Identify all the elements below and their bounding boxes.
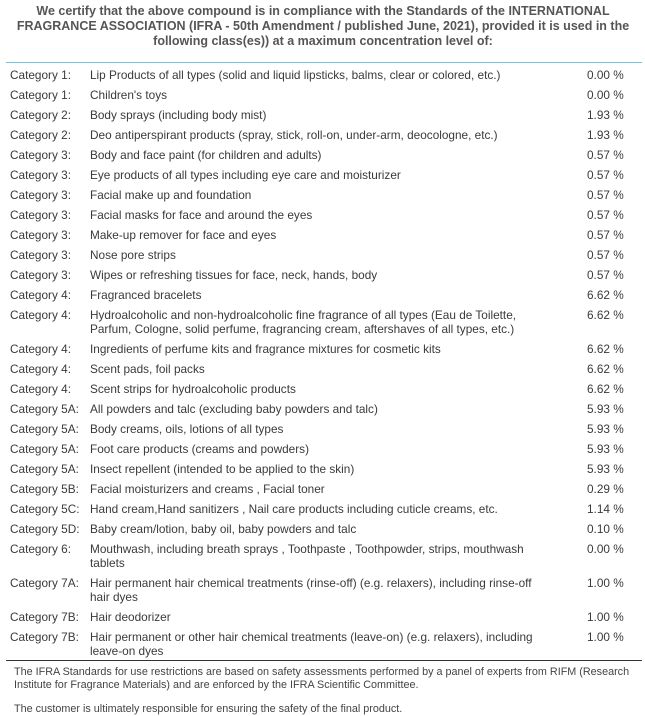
product-description: Children's toys [90, 88, 167, 102]
category-label: Category 7B: [10, 630, 79, 644]
max-concentration: 6.62 % [587, 288, 624, 302]
max-concentration: 1.00 % [587, 630, 624, 644]
category-label: Category 7A: [10, 576, 79, 590]
max-concentration: 6.62 % [587, 342, 624, 356]
category-label: Category 5B: [10, 482, 79, 496]
category-label: Category 2: [10, 108, 71, 122]
max-concentration: 1.93 % [587, 108, 624, 122]
table-row [10, 479, 640, 499]
max-concentration: 0.57 % [587, 168, 624, 182]
table-row [10, 519, 640, 539]
table-row [10, 359, 640, 379]
product-description: Hand cream,Hand sanitizers , Nail care products including cuticle creams, etc. [90, 502, 498, 516]
max-concentration: 1.00 % [587, 610, 624, 624]
product-description: All powders and talc (excluding baby powders and talc) [90, 402, 378, 416]
max-concentration: 0.57 % [587, 208, 624, 222]
table-row [10, 185, 640, 205]
product-description: Facial make up and foundation [90, 188, 252, 202]
bottom-divider [6, 660, 642, 661]
category-label: Category 2: [10, 128, 71, 142]
product-description: Ingredients of perfume kits and fragrance mixtures for cosmetic kits [90, 342, 441, 356]
product-description: Insect repellent (intended to be applied to the skin) [90, 462, 355, 476]
product-description: Facial moisturizers and creams , Facial toner [90, 482, 325, 496]
product-description: Eye products of all types including eye care and moisturizer [90, 168, 401, 182]
table-row [10, 145, 640, 165]
product-description: Lip Products of all types (solid and liquid lipsticks, balms, clear or colored, etc.) [90, 68, 501, 82]
category-label: Category 5C: [10, 502, 80, 516]
table-row [10, 439, 640, 459]
product-description: Make-up remover for face and eyes [90, 228, 277, 242]
table-row [10, 459, 640, 479]
top-divider [6, 62, 642, 63]
category-label: Category 3: [10, 268, 71, 282]
category-label: Category 4: [10, 342, 71, 356]
category-label: Category 3: [10, 168, 71, 182]
table-row [10, 573, 640, 607]
table-row [10, 499, 640, 519]
max-concentration: 5.93 % [587, 462, 624, 476]
max-concentration: 0.57 % [587, 188, 624, 202]
table-row [10, 627, 640, 661]
max-concentration: 0.57 % [587, 248, 624, 262]
product-description: Nose pore strips [90, 248, 176, 262]
table-row [10, 607, 640, 627]
product-description: Hair permanent hair chemical treatments (rinse-off) (e.g. relaxers), including rinse-off hair dyes [90, 576, 532, 604]
category-label: Category 3: [10, 208, 71, 222]
max-concentration: 1.14 % [587, 502, 624, 516]
max-concentration: 5.93 % [587, 402, 624, 416]
product-description: Scent pads, foil packs [90, 362, 205, 376]
ifra-note: The IFRA Standards for use restrictions are based on safety assessments performed by a panel of experts from RIFM (Research Institute for Fragrance Materials) and are enforced by the IFRA Scientific Committee. [14, 666, 630, 691]
table-row [10, 285, 640, 305]
table-row [10, 339, 640, 359]
max-concentration: 5.93 % [587, 422, 624, 436]
table-row [10, 305, 640, 339]
max-concentration: 6.62 % [587, 308, 624, 322]
category-label: Category 4: [10, 308, 71, 322]
product-description: Mouthwash, including breath sprays , Toothpaste , Toothpowder, strips, mouthwash tablets [90, 542, 524, 570]
category-label: Category 6: [10, 542, 71, 556]
max-concentration: 0.57 % [587, 228, 624, 242]
product-description: Facial masks for face and around the eyes [90, 208, 313, 222]
category-label: Category 3: [10, 248, 71, 262]
table-row [10, 205, 640, 225]
table-row [10, 419, 640, 439]
table-row [10, 105, 640, 125]
customer-disclaimer: The customer is ultimately responsible for ensuring the safety of the final product. [14, 703, 403, 715]
product-description: Wipes or refreshing tissues for face, neck, hands, body [90, 268, 378, 282]
max-concentration: 0.00 % [587, 88, 624, 102]
category-label: Category 5A: [10, 442, 79, 456]
category-label: Category 3: [10, 188, 71, 202]
category-label: Category 4: [10, 288, 71, 302]
table-row [10, 245, 640, 265]
table-row [10, 85, 640, 105]
category-label: Category 1: [10, 68, 71, 82]
table-row [10, 539, 640, 573]
product-description: Hair deodorizer [90, 610, 171, 624]
max-concentration: 0.57 % [587, 268, 624, 282]
category-label: Category 5A: [10, 402, 79, 416]
product-description: Fragranced bracelets [90, 288, 202, 302]
max-concentration: 0.29 % [587, 482, 624, 496]
max-concentration: 0.10 % [587, 522, 624, 536]
product-description: Hydroalcoholic and non-hydroalcoholic fine fragrance of all types (Eau de Toilette, Parfum, Cologne, solid perfume, fragrancing cream, aftershaves of all types, etc.) [90, 308, 517, 336]
table-row [10, 65, 640, 85]
product-description: Baby cream/lotion, baby oil, baby powders and talc [90, 522, 357, 536]
max-concentration: 6.62 % [587, 362, 624, 376]
category-label: Category 4: [10, 362, 71, 376]
max-concentration: 1.00 % [587, 576, 624, 590]
max-concentration: 5.93 % [587, 442, 624, 456]
product-description: Body creams, oils, lotions of all types [90, 422, 284, 436]
table-row [10, 265, 640, 285]
category-label: Category 5A: [10, 462, 79, 476]
max-concentration: 0.00 % [587, 68, 624, 82]
category-label: Category 5A: [10, 422, 79, 436]
category-label: Category 5D: [10, 522, 80, 536]
product-description: Hair permanent or other hair chemical treatments (leave-on) (e.g. relaxers), including leave-on dyes [90, 630, 533, 658]
product-description: Foot care products (creams and powders) [90, 442, 309, 456]
product-description: Scent strips for hydroalcoholic products [90, 382, 296, 396]
table-row [10, 165, 640, 185]
category-label: Category 7B: [10, 610, 79, 624]
product-description: Body and face paint (for children and adults) [90, 148, 322, 162]
max-concentration: 0.57 % [587, 148, 624, 162]
table-row [10, 379, 640, 399]
table-row [10, 125, 640, 145]
table-row [10, 399, 640, 419]
certification-statement: We certify that the above compound is in compliance with the Standards of the INTERNATIONAL FRAGRANCE ASSOCIATION (IFRA - 50th Amendment / published June, 2021), provided it is used in the following class(es)) at a maximum concentration level of: [16, 4, 630, 48]
category-label: Category 4: [10, 382, 71, 396]
max-concentration: 0.00 % [587, 542, 624, 556]
product-description: Deo antiperspirant products (spray, stick, roll-on, under-arm, deocologne, etc.) [90, 128, 498, 142]
category-table [10, 65, 640, 661]
product-description: Body sprays (including body mist) [90, 108, 267, 122]
category-label: Category 1: [10, 88, 71, 102]
max-concentration: 1.93 % [587, 128, 624, 142]
max-concentration: 6.62 % [587, 382, 624, 396]
category-label: Category 3: [10, 228, 71, 242]
category-label: Category 3: [10, 148, 71, 162]
table-row [10, 225, 640, 245]
